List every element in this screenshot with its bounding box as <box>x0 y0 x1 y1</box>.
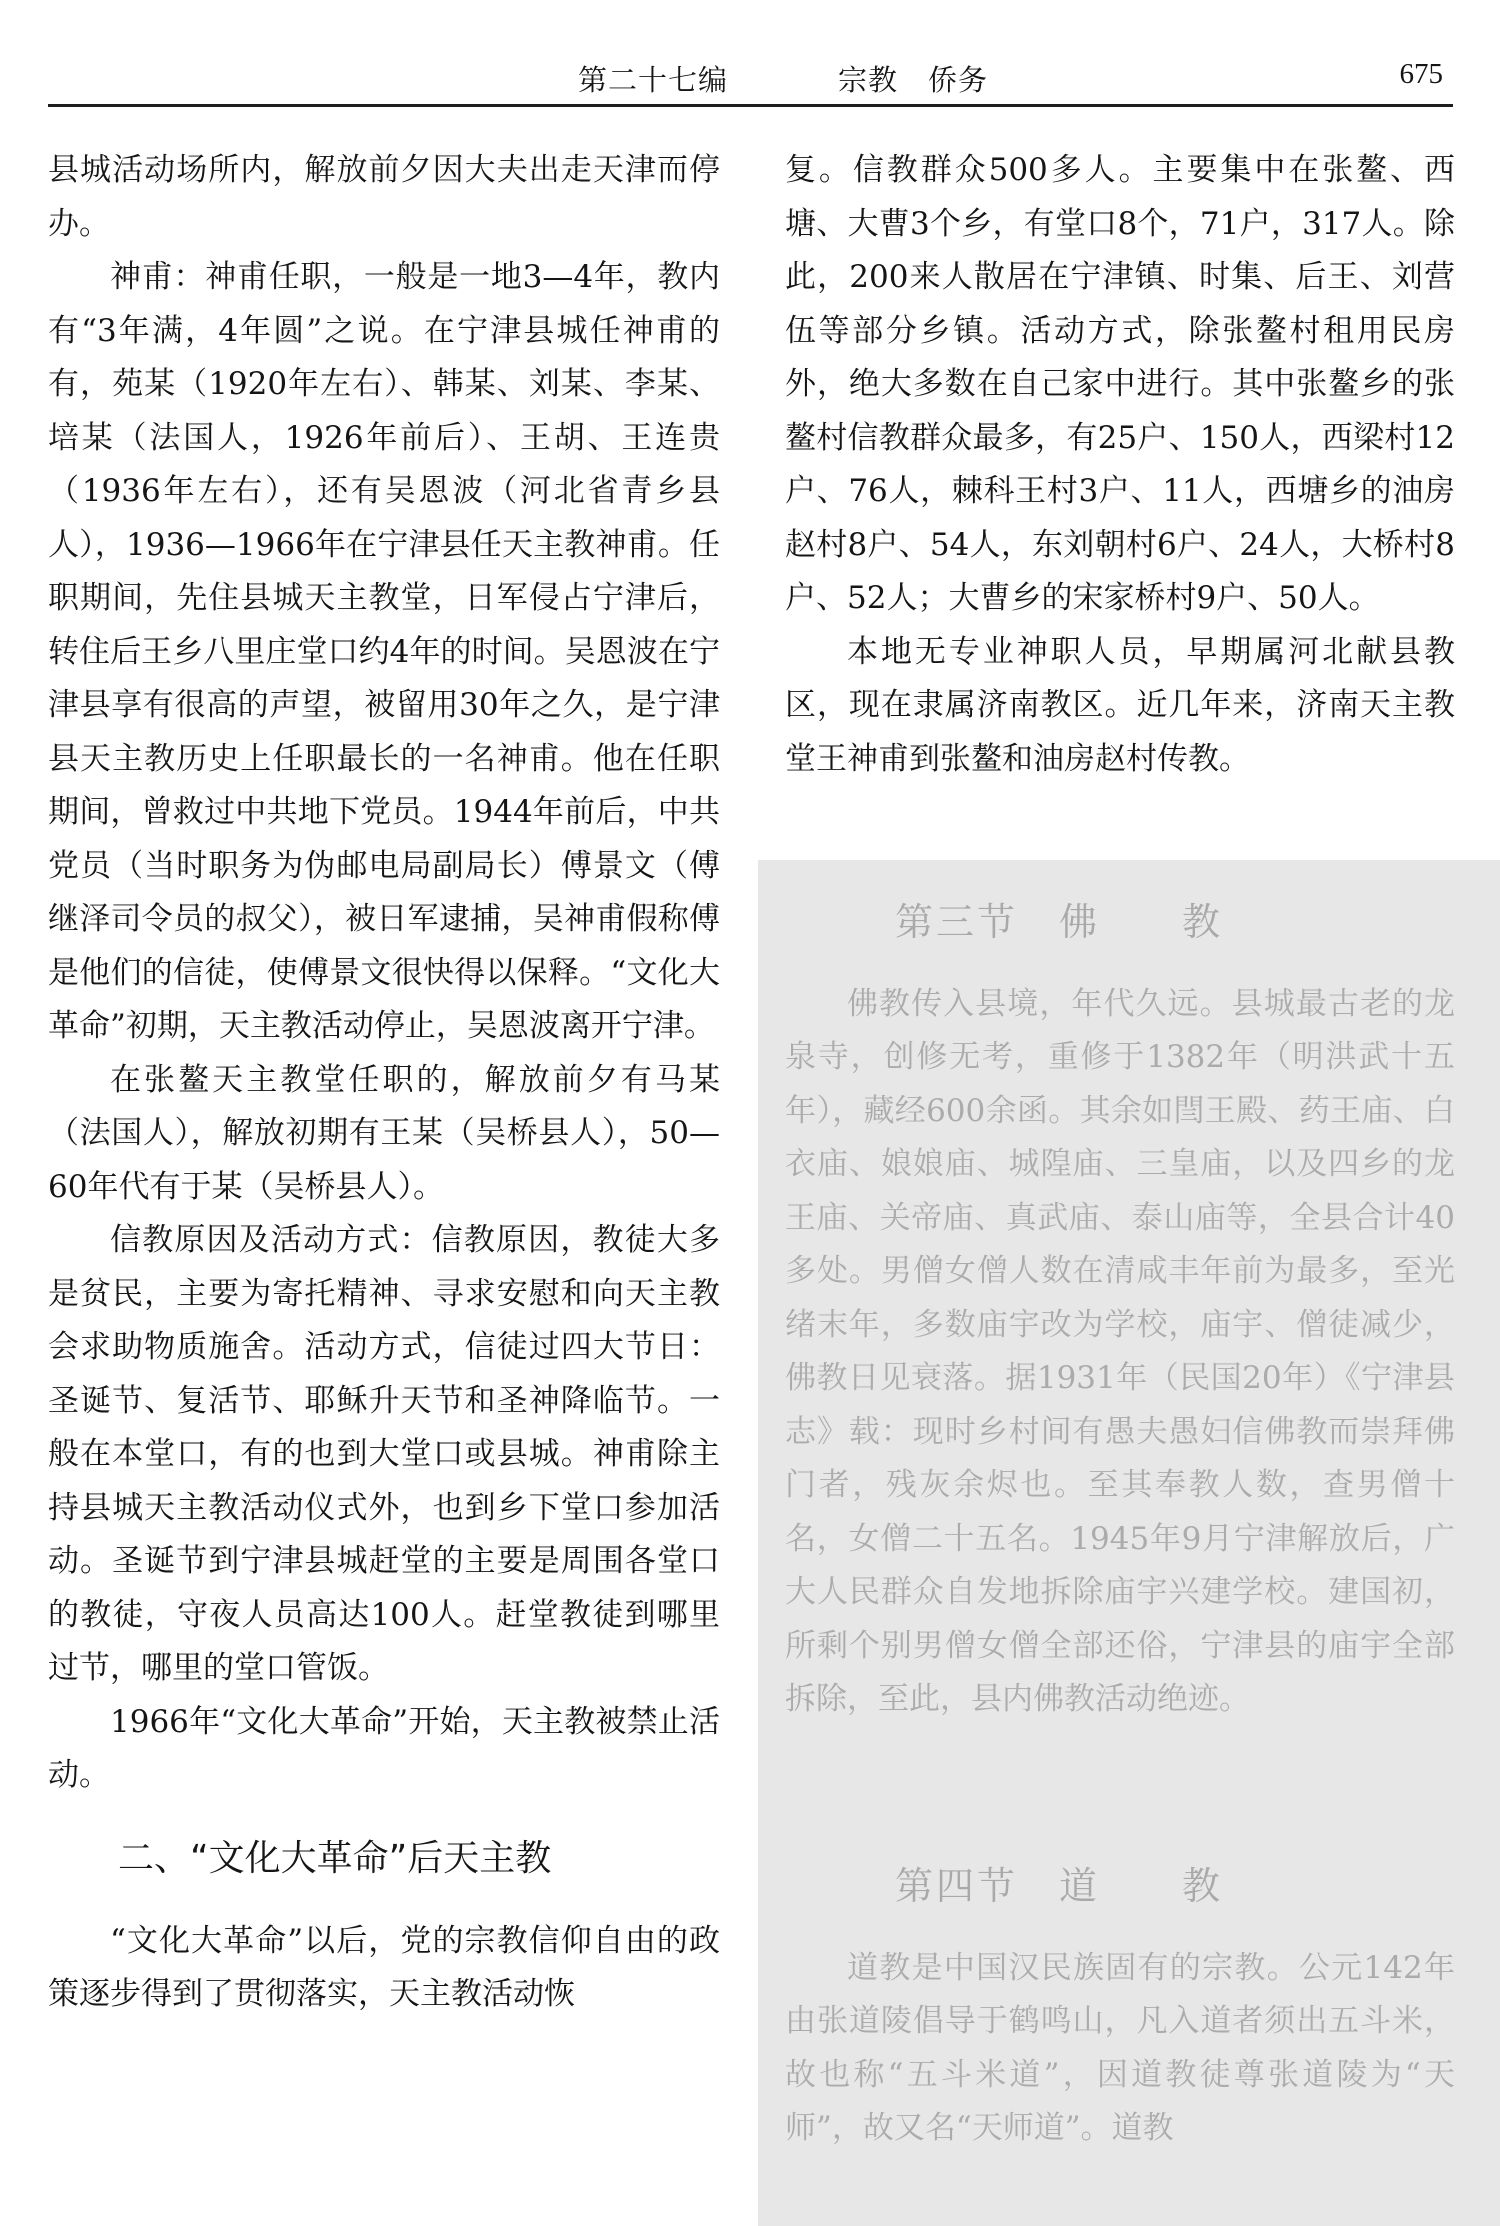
page-header <box>48 52 1453 102</box>
faded-section <box>758 860 1500 2226</box>
subheading: 二、“文化大革命”后天主教 <box>118 1837 552 1879</box>
paragraph: 神甫：神甫任职，一般是一地3—4年，教内有“3年满，4年圆”之说。在宁津县城任神甫的有，苑某（1920年左右）、韩某、刘某、李某、培某（法国人，1926年前后）、王胡、王连贵（1936年左右），还有吴恩波（河北省青乡县人），1936—1966年在宁津县任天主教神甫。任职期间，先住县城天主教堂，日军侵占宁津后，转住后王乡八里庄堂口约4年的时间。吴恩波在宁津县享有很高的声望，被留用30年之久，是宁津县天主教历史上任职最长的一名神甫。他在任职期间，曾救过中共地下党员。1944年前后，中共党员（当时职务为伪邮电局副局长）傅景文（傅继泽司令员的叔父），被日军逮捕，吴神甫假称傅是他们的信徒，使傅景文很快得以保释。“文化大革命”初期，天主教活动停止，吴恩波离开宁津。 <box>48 259 720 1044</box>
paragraph: 1966年“文化大革命”开始，天主教被禁止活动。 <box>48 1703 720 1793</box>
section-title: 宗教 侨务 <box>838 63 989 97</box>
paragraph: “文化大革命”以后，党的宗教信仰自由的政策逐步得到了贯彻落实，天主教活动恢 <box>48 1922 720 2012</box>
paragraph: 佛教传入县境，年代久远。县城最古老的龙泉寺，创修无考，重修于1382年（明洪武十五年），藏经600余函。其余如閆王殿、药王庙、白衣庙、娘娘庙、城隍庙、三皇庙，以及四乡的龙王庙、关帝庙、真武庙、泰山庙等，全县合计40多处。男僧女僧人数在清咸丰年前为最多，至光绪末年，多数庙宇改为学校，庙宇、僧徒减少，佛教日见衰落。据1931年（民国20年）《宁津县志》载：现时乡村间有愚夫愚妇信佛教而崇拜佛门者，残灰余烬也。至其奉教人数，查男僧十名，女僧二十五名。1945年9月宁津解放后，广大人民群众自发地拆除庙宇兴建学校。建国初，所剩个别男僧女僧全部还俗，宁津县的庙宇全部拆除，至此，县内佛教活动绝迹。 <box>785 985 1455 1717</box>
paragraph: 信教原因及活动方式：信教原因，教徒大多是贫民，主要为寄托精神、寻求安慰和向天主教会求助物质施舍。活动方式，信徒过四大节日：圣诞节、复活节、耶稣升天节和圣神降临节。一般在本堂口，有的也到大堂口或县城。神甫除主持县城天主教活动仪式外，也到乡下堂口参加活动。圣诞节到宁津县城赶堂的主要是周围各堂口的教徒，守夜人员高达100人。赶堂教徒到哪里过节，哪里的堂口管饭。 <box>48 1222 720 1686</box>
paragraph: 道教是中国汉民族固有的宗教。公元142年由张道陵倡导于鹤鸣山，凡入道者须出五斗米，故也称“五斗米道”，因道教徒尊张道陵为“天师”，故又名“天师道”。道教 <box>785 1949 1455 2146</box>
section-heading-taoism: 第四节 道 教 <box>895 1864 1224 1908</box>
paragraph: 复。信教群众500多人。主要集中在张鳌、西塘、大曹3个乡，有堂口8个，71户，317人。除此，200来人散居在宁津镇、时集、后王、刘营伍等部分乡镇。活动方式，除张鳌村租用民房外，绝大多数在自己家中进行。其中张鳌乡的张鳌村信教群众最多，有25户、150人，西梁村12户、76人，棘科王村3户、11人，西塘乡的油房赵村8户、54人，东刘朝村6户、24人，大桥村8户、52人；大曹乡的宋家桥村9户、50人。 <box>785 152 1455 616</box>
page-number: 675 <box>1399 58 1443 90</box>
header-rule <box>48 104 1453 107</box>
taoism-section <box>785 1860 1455 2156</box>
left-column <box>48 144 720 2022</box>
paragraph: 县城活动场所内，解放前夕因大夫出走天津而停办。 <box>48 152 720 242</box>
paragraph: 在张鳌天主教堂任职的，解放前夕有马某（法国人），解放初期有王某（吴桥县人），50—60年代有于某（吴桥县人）。 <box>48 1061 720 1205</box>
chapter-title: 第二十七编 <box>578 63 729 97</box>
section-heading-buddhism: 第三节 佛 教 <box>895 900 1224 944</box>
right-column <box>785 144 1455 786</box>
paragraph: 本地无专业神职人员，早期属河北献县教区，现在隶属济南教区。近几年来，济南天主教堂王神甫到张鳌和油房赵村传教。 <box>785 633 1455 777</box>
buddhism-section <box>785 896 1455 1727</box>
